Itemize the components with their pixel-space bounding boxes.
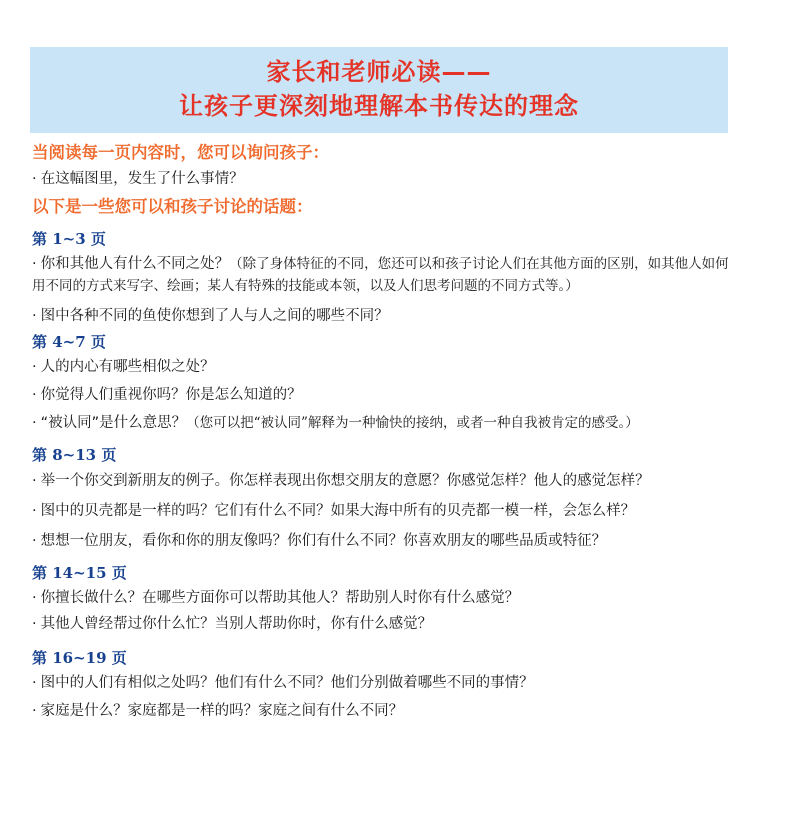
question-item: · 人的内心有哪些相似之处？ bbox=[32, 359, 215, 375]
title-line-1: 家长和老师必读—— bbox=[266, 58, 492, 86]
question-item: · 其他人曾经帮过你什么忙？当别人帮助你时，你有什么感觉？ bbox=[32, 616, 433, 632]
title-line-2: 让孩子更深刻地理解本书传达的理念 bbox=[179, 92, 579, 120]
question-item: · 图中的人们有相似之处吗？他们有什么不同？他们分别做着哪些不同的事情？ bbox=[32, 675, 534, 691]
question-item: · “被认同”是什么意思？（您可以把“被认同”解释为一种愉快的接纳，或者一种自我被肯定的感受。） bbox=[32, 415, 639, 431]
question-item: · 举一个你交到新朋友的例子。你怎样表现出你想交朋友的意愿？你感觉怎样？他人的感觉怎样？ bbox=[32, 473, 650, 489]
intro-prompt: 当阅读每一页内容时，您可以询问孩子： bbox=[32, 143, 329, 162]
title-banner bbox=[30, 47, 728, 133]
section-title-pages-8-13: 第 8~13 页 bbox=[32, 446, 117, 464]
question-item: · 想想一位朋友，看你和你的朋友像吗？你们有什么不同？你喜欢朋友的哪些品质或特征？ bbox=[32, 533, 607, 549]
question-item: · 家庭是什么？家庭都是一样的吗？家庭之间有什么不同？ bbox=[32, 703, 404, 719]
question-item: · 你觉得人们重视你吗？你是怎么知道的？ bbox=[32, 387, 302, 403]
question-item: · 图中的贝壳都是一样的吗？它们有什么不同？如果大海中所有的贝壳都一模一样，会怎么样？ bbox=[32, 503, 636, 519]
section-title-pages-1-3: 第 1~3 页 bbox=[32, 230, 106, 248]
question-item: · 图中各种不同的鱼使你想到了人与人之间的哪些不同？ bbox=[32, 308, 389, 324]
section-title-pages-4-7: 第 4~7 页 bbox=[32, 333, 106, 351]
question-item: · 你擅长做什么？在哪些方面你可以帮助其他人？帮助别人时你有什么感觉？ bbox=[32, 590, 520, 606]
intro-question: · 在这幅图里，发生了什么事情？ bbox=[32, 171, 244, 187]
question-item: · 你和其他人有什么不同之处？（除了身体特征的不同，您还可以和孩子讨论人们在其他方面的区别，如其他人如何用不同的方式来写字、绘画；某人有特殊的技能或本领，以及人们思考问题的不同方式等。） bbox=[32, 256, 729, 294]
guide-content bbox=[32, 142, 732, 722]
section-title-pages-14-15: 第 14~15 页 bbox=[32, 564, 127, 582]
section-title-pages-16-19: 第 16~19 页 bbox=[32, 649, 127, 667]
topics-heading: 以下是一些您可以和孩子讨论的话题： bbox=[32, 197, 313, 216]
